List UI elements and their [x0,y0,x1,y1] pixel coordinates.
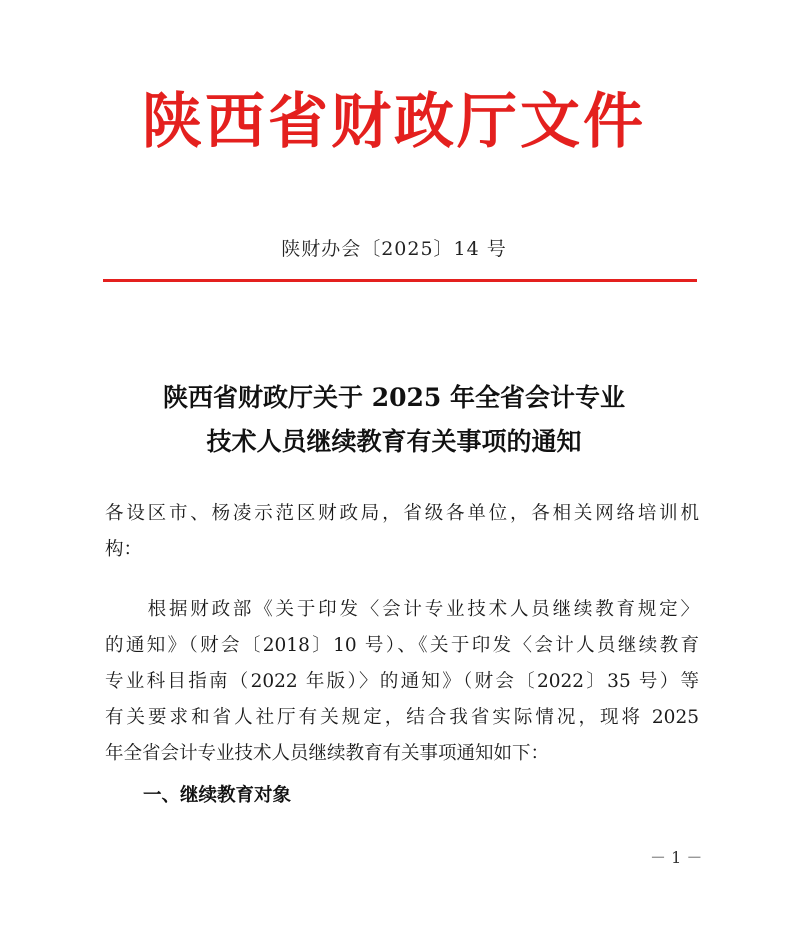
page-number: － 1 － [650,848,703,867]
notice-title-line-1: 陕西省财政厅关于 2025 年全省会计专业 [163,383,625,412]
paragraph-line-1: 根据财政部《关于印发〈会计专业技术人员继续教育规定〉 [105,599,699,620]
paragraph-line-5: 年全省会计专业技术人员继续教育有关事项通知如下： [105,743,550,764]
notice-title [0,376,788,464]
document-header-title: 陕西省财政厅文件 [142,87,646,157]
document-number: 陕财办会〔2025〕14 号 [281,238,507,260]
addressee [105,496,699,568]
paragraph-line-4: 有关要求和省人社厅有关规定，结合我省实际情况，现将 2025 [105,707,699,728]
body-paragraph [105,592,699,772]
addressee-line-1: 各设区市、杨凌示范区财政局，省级各单位，各相关网络培训机 [105,503,699,524]
paragraph-line-3: 专业科目指南（2022 年版）〉的通知》（财会〔2022〕35 号）等 [105,671,699,692]
header-red-rule [103,279,697,282]
addressee-line-2: 构： [105,539,143,560]
notice-title-line-2: 技术人员继续教育有关事项的通知 [206,427,582,456]
paragraph-line-2: 的通知》（财会〔2018〕10 号）、《关于印发〈会计人员继续教育 [105,635,699,656]
section-heading: 一、继续教育对象 [143,785,292,806]
